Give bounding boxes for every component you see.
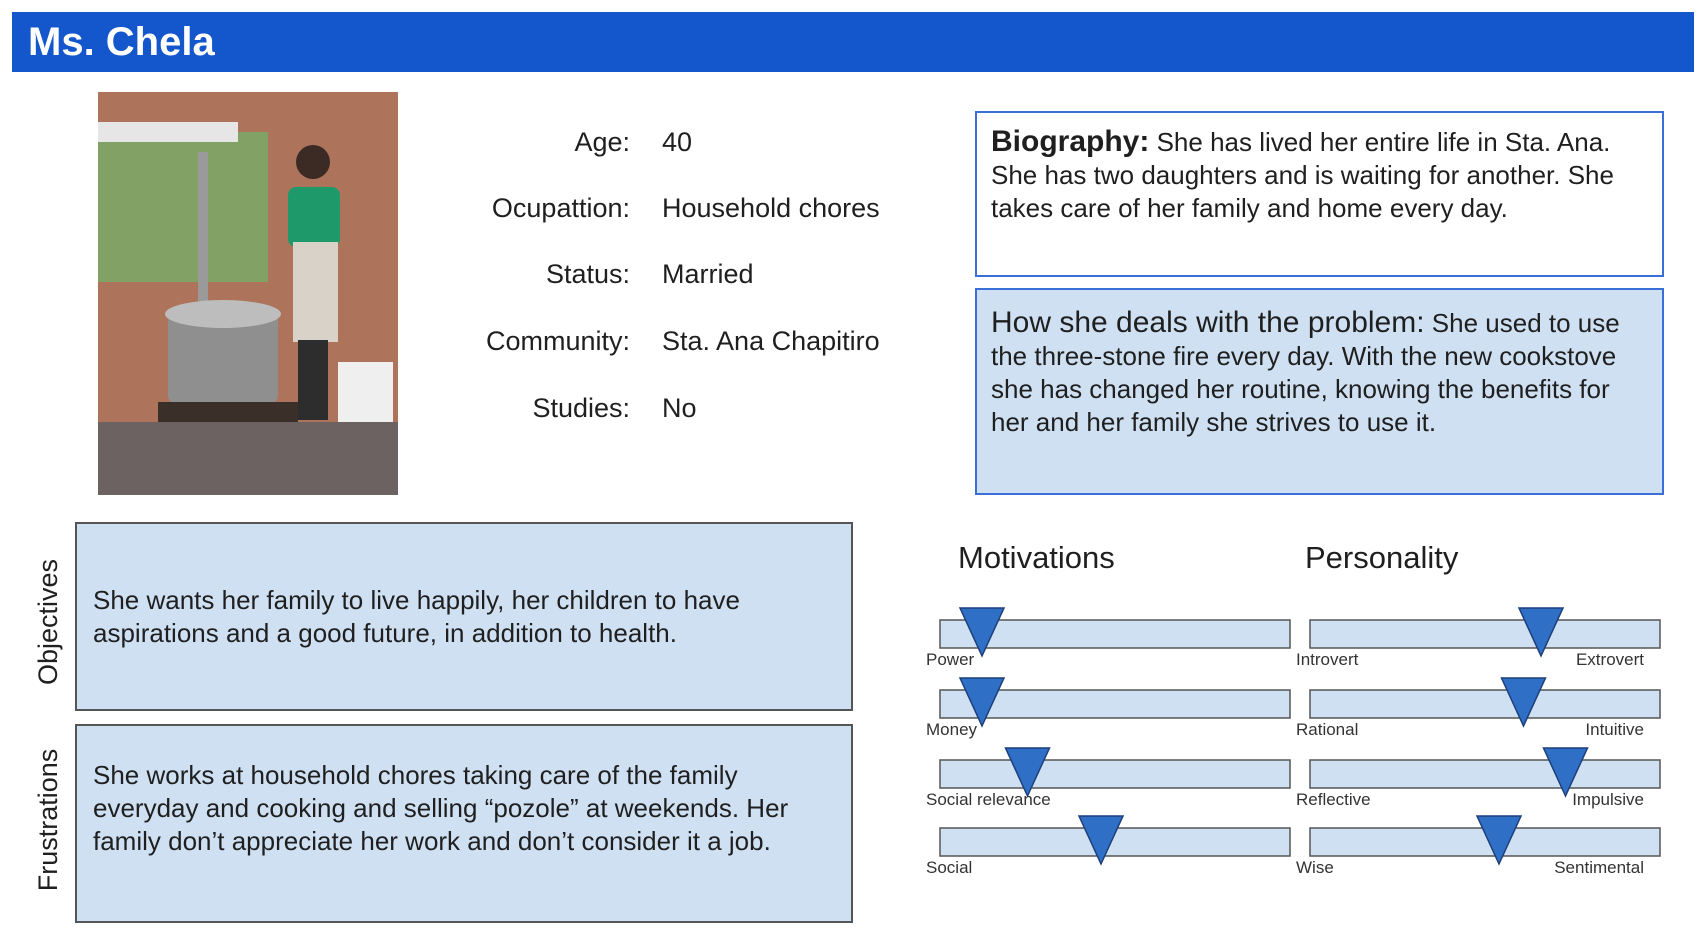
motivations-slider-left-label-0: Power <box>926 650 975 669</box>
status-label: Status: <box>545 259 630 289</box>
motivations-slider-left-label-1: Money <box>926 720 978 739</box>
motivations-title: Motivations <box>958 540 1115 575</box>
biography-text: She has lived her entire life in Sta. Ana. She has two daughters and is waiting for another. She takes care of her family and home every day. <box>991 127 1614 223</box>
personality-slider-right-label-1: Intuitive <box>1585 720 1644 739</box>
objectives-label: Objectives <box>33 558 63 686</box>
status-value: Married <box>662 259 754 289</box>
age-value: 40 <box>662 127 693 157</box>
studies-value: No <box>662 393 697 423</box>
frustrations-text: She works at household chores taking care of the family everyday and cooking and selling “pozole” at weekends. Her family don’t appreciate her work and don’t consider it a job. <box>93 760 789 856</box>
personality-slider-left-label-1: Rational <box>1296 720 1359 739</box>
motivations-slider-track-2 <box>940 760 1290 788</box>
personality-slider-track-2 <box>1310 760 1660 788</box>
objectives-text: She wants her family to live happily, her children to have aspirations and a good future, in addition to health. <box>93 585 740 648</box>
motivations-slider-left-label-3: Social <box>926 858 973 877</box>
biography-heading: Biography: <box>991 125 1150 158</box>
age-label: Age: <box>574 127 630 157</box>
occupation-label: Ocupattion: <box>491 193 630 223</box>
occupation-value: Household chores <box>662 193 880 223</box>
problem-heading: How she deals with the problem: <box>991 306 1425 339</box>
personality-title: Personality <box>1305 540 1459 575</box>
personality-slider-track-1 <box>1310 690 1660 718</box>
motivations-slider-left-label-2: Social relevance <box>926 790 1051 809</box>
page-title: Ms. Chela <box>28 20 215 64</box>
community-value: Sta. Ana Chapitiro <box>662 326 880 356</box>
community-label: Community: <box>485 326 630 356</box>
personality-slider-left-label-3: Wise <box>1296 858 1334 877</box>
personality-slider-left-label-0: Introvert <box>1296 650 1359 669</box>
personality-slider-right-label-0: Extrovert <box>1575 650 1644 669</box>
personality-slider-left-label-2: Reflective <box>1296 790 1371 809</box>
frustrations-label: Frustrations <box>33 748 63 892</box>
personality-slider-track-0 <box>1310 620 1660 648</box>
personality-slider-right-label-3: Sentimental <box>1554 858 1644 877</box>
problem-text: She used to use the three-stone fire every day. With the new cookstove she has changed her routine, knowing the benefits for her and her family she strives to use it. <box>991 308 1620 437</box>
studies-label: Studies: <box>532 393 630 423</box>
personality-slider-right-label-2: Impulsive <box>1572 790 1644 809</box>
